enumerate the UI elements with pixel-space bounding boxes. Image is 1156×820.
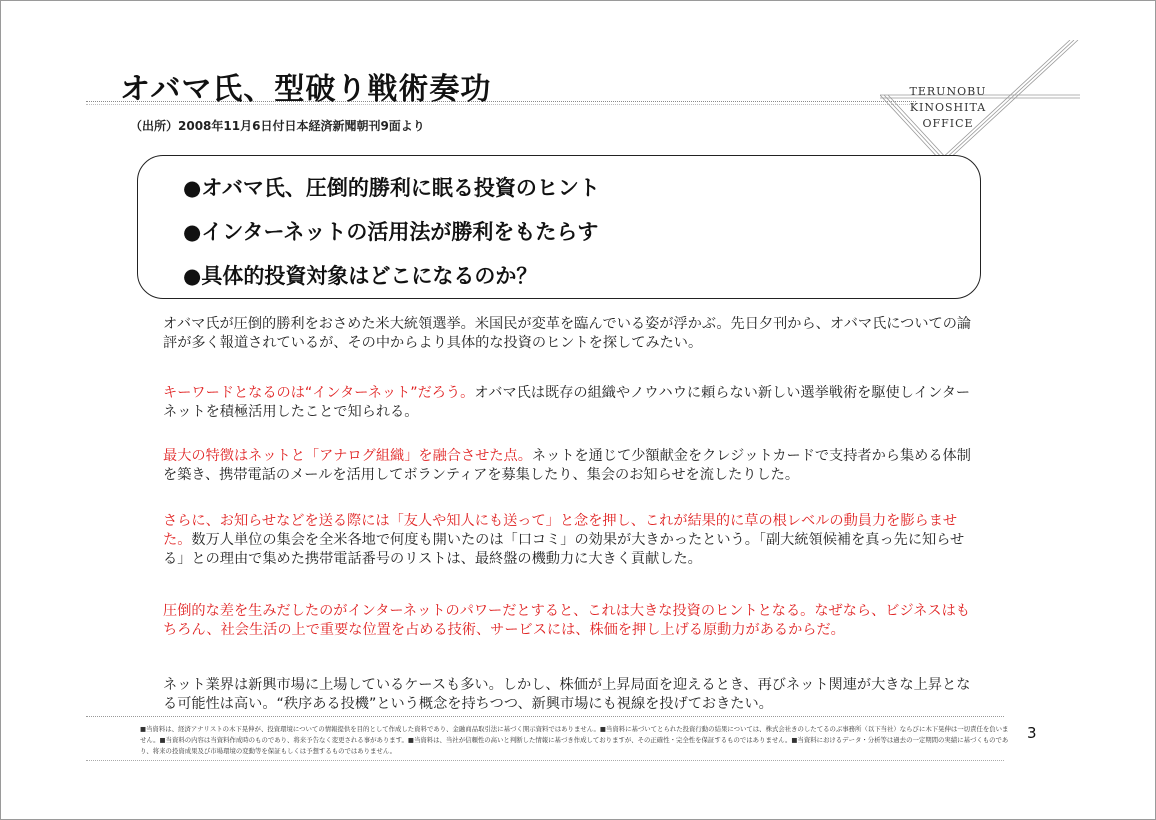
key-point-3: ●具体的投資対象はどこになるのか？ [183,264,538,288]
body-text: 数万人単位の集会を全米各地で何度も開いたのは「口コミ」の効果が大きかったという。「副大統領候補を真っ先に知らせる」との理由で集めた携帯電話番号のリストは、最終盤の機動力に大きく貢献した。 [163,532,965,567]
source-citation: （出所）2008年11月6日付日本経済新聞朝刊9面より [130,119,425,133]
title-divider [86,101,916,102]
logo-line-2: KINOSHITA [909,101,987,114]
logo-line-1: TERUNOBU [909,85,987,98]
title-divider-secondary [86,104,916,105]
page-number: 3 [1027,724,1037,742]
footer-divider [86,716,1004,717]
page-title: オバマ氏、型破り戦術奏功 [120,72,492,107]
paragraph-investment-hint: 圧倒的な差を生みだしたのがインターネットのパワーだとすると、これは大きな投資のヒントとなる。なぜなら、ビジネスはもちろん、社会生活の上で重要な位置を占める技術、サービスには、株価を押し上げる原動力があるからだ。 [163,603,970,638]
paragraph-grassroots [163,512,973,569]
highlight-text: さらに、お知らせなどを送る際には「友人や知人にも送って」と念を押し、これが結果的に草の根レベルの動員力を膨らませた。 [163,513,958,548]
paragraph-feature [163,447,973,485]
key-point-1: ●オバマ氏、圧倒的勝利に眠る投資のヒント [183,176,600,200]
highlight-text: 最大の特徴はネットと「アナログ組織」を融合させた点。 [163,448,532,464]
logo-line-3: OFFICE [922,117,974,130]
body-text: オバマ氏は既存の組織やノウハウに頼らない新しい選挙戦術を駆使しインターネットを積極活用したことで知られる。 [163,385,971,420]
paragraph-keyword [163,384,973,422]
body-text: ネットを通じて少額献金をクレジットカードで支持者から集める体制を築き、携帯電話のメールを活用してボランティアを募集したり、集会のお知らせを流したりした。 [163,448,971,483]
disclaimer-text: ■当資料は、経済アナリストの木下晃伸が、投資環境についての情報提供を目的として作成した資料であり、金融商品取引法に基づく開示資料ではありません。■当資料に基づいてとられた投資行動の結果については、株式会社きのしたてるのぶ事務所（以下当社）ならびに木下晃伸は一切責任を負いません。■当資料の内容は当資料作成時のものであり、将来予告なく変更される事があります。■当資料は、当社が信頼性の高いと判断した情報に基づき作成しておりますが、その正確性・完全性を保証するものではありません。■当資料におけるデータ・分析等は過去の一定期間の実績に基づくものであり、将来の投資成果及び市場環境の変動等を保証もしくは予想するものではありません。 [140,725,1009,755]
paragraph-intro: オバマ氏が圧倒的勝利をおさめた米大統領選挙。米国民が変革を臨んでいる姿が浮かぶ。先日夕刊から、オバマ氏についての論評が多く報道されているが、その中からより具体的な投資のヒントを探してみたい。 [163,316,972,351]
bottom-divider [86,760,1004,761]
highlight-text: キーワードとなるのは“インターネット”だろう。 [163,385,475,401]
key-point-2: ●インターネットの活用法が勝利をもたらす [183,220,599,244]
paragraph-conclusion: ネット業界は新興市場に上場しているケースも多い。しかし、株価が上昇局面を迎えるとき、再びネット関連が大きな上昇となる可能性は高い。“秩序ある投機”という概念を持ちつつ、新興市場にも視線を投げておきたい。 [163,677,971,712]
office-logo-text [908,84,988,132]
